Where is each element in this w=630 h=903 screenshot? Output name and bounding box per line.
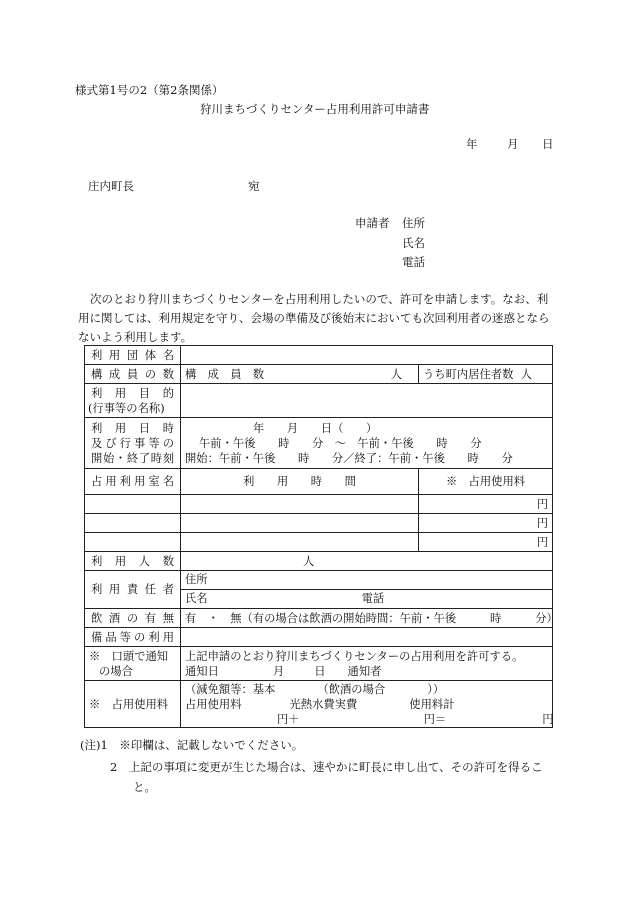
- purpose-sublabel: (行事等の名称): [88, 401, 165, 415]
- members-count-label: 構 成 員 数: [185, 367, 265, 381]
- responsible-label: 利用責任者: [91, 583, 174, 596]
- dt-hour-4: 時: [467, 451, 479, 465]
- oral-date-line: [185, 664, 548, 679]
- room-row-2: [85, 514, 553, 533]
- applicant-label: 申請者: [355, 216, 390, 230]
- dt-hour-1: 時: [278, 436, 290, 450]
- dt-tilde: ～: [334, 436, 346, 450]
- fee-total-label: 使用料計: [409, 697, 455, 711]
- yen-unit: 円: [536, 497, 548, 511]
- applicant-phone-label: 電話: [402, 255, 425, 269]
- row-group-name: [85, 346, 553, 365]
- responsible-address-field[interactable]: [181, 571, 552, 590]
- note-prefix: (注)1: [80, 738, 108, 752]
- fee-total-yen[interactable]: 円: [542, 712, 554, 726]
- applicant-name-label: 氏名: [402, 236, 425, 250]
- form-title: 狩川まちづくりセンター占用利用許可申請書: [200, 102, 430, 116]
- application-table: [84, 345, 558, 728]
- note-2: [110, 758, 554, 776]
- purpose-label: 利 用 目 的: [91, 386, 174, 400]
- addressee-name: 庄内町長: [88, 179, 134, 193]
- note-1-text: ※印欄は、記載しないでください。: [119, 738, 304, 752]
- yen-unit: 円: [536, 516, 548, 530]
- datetime-label-2: 及び行事等の: [91, 436, 174, 450]
- date-year-label: 年: [466, 137, 478, 151]
- time-header: [181, 469, 419, 495]
- note-1: [80, 736, 303, 754]
- oral-day: 日: [314, 664, 326, 678]
- room-fee-field-3[interactable]: [419, 533, 553, 552]
- room-time-field-1[interactable]: [181, 495, 419, 514]
- room-time-field-2[interactable]: [181, 514, 419, 533]
- residents-field[interactable]: [419, 365, 553, 384]
- residents-label: うち町内居住者数: [423, 367, 514, 381]
- note-2-text: 上記の事項に変更が生じた場合は、速やかに町長に申し出て、その許可を得るこ: [128, 760, 543, 774]
- datetime-range-line: [185, 436, 552, 451]
- fee-utility-label: 光熱水費実費: [289, 697, 358, 711]
- datetime-date-line: 年 月 日（ ）: [253, 421, 378, 435]
- members-label: 構成員の数: [91, 367, 174, 381]
- row-people: [85, 552, 553, 571]
- datetime-field[interactable]: [181, 418, 553, 469]
- dt-min-4: 分: [501, 451, 513, 465]
- fee-close: ））: [427, 682, 445, 696]
- dt-end: 分／終了：午前・午後: [331, 451, 445, 465]
- date-month-label: 月: [507, 137, 519, 151]
- oral-date-label: 通知日: [185, 664, 219, 678]
- dt-start: 開始：午前・午後: [185, 451, 276, 465]
- row-oral: [85, 647, 553, 681]
- alcohol-value: 有 ・ 無（有の場合は飲酒の開始時間：午前・午後 時 分）: [185, 611, 558, 625]
- row-responsible: [85, 571, 553, 609]
- room-name-field-1[interactable]: [85, 495, 181, 514]
- people-label: 利 用 人 数: [91, 554, 174, 568]
- residents-unit: 人: [520, 367, 532, 381]
- fee-header: [419, 469, 553, 495]
- fee-equals[interactable]: 円＝: [423, 712, 447, 726]
- room-time-field-3[interactable]: [181, 533, 419, 552]
- oral-field: [181, 647, 553, 681]
- oral-notifier: 通知者: [347, 664, 382, 678]
- fee-reduction: （減免額等：基本: [185, 682, 276, 696]
- intro-paragraph: 次のとおり狩川まちづくりセンターを占用利用したいので、許可を申請します。なお、利用に関しては、利用規定を守り、会場の準備及び後始末においても次回利用者の迷惑とならないよう利用します。: [78, 292, 550, 344]
- equipment-label: 備品等の利用: [91, 630, 174, 644]
- form-number: 様式第1号の2（第2条関係）: [75, 83, 224, 97]
- fee-reduction-line: [185, 682, 548, 697]
- responsible-name-field[interactable]: [181, 590, 552, 608]
- resp-phone-label: 電話: [361, 592, 385, 605]
- note-2-continued: と。: [133, 780, 156, 794]
- alcohol-label: 飲酒の有無: [91, 611, 174, 625]
- row-equipment: [85, 628, 553, 647]
- row-alcohol: [85, 609, 553, 628]
- row-room-header: [85, 469, 553, 495]
- room-fee-field-2[interactable]: [419, 514, 553, 533]
- oral-month: 月: [272, 664, 285, 678]
- fee-plus[interactable]: 円＋: [277, 712, 300, 726]
- resp-name-label: 氏名: [185, 592, 208, 605]
- room-name-field-2[interactable]: [85, 514, 181, 533]
- room-row-1: [85, 495, 553, 514]
- fee-usage-label: 占用使用料: [185, 697, 242, 711]
- date-day-label: 日: [542, 137, 554, 151]
- addressee-suffix: 宛: [248, 179, 260, 193]
- row-members: [85, 365, 553, 384]
- dt-hour-2: 時: [436, 436, 448, 450]
- group-name-label: 利用団体名: [91, 348, 174, 362]
- datetime-label-3: 開始・終了時刻: [91, 451, 174, 465]
- equipment-field[interactable]: [181, 628, 553, 647]
- fee-field: [181, 681, 553, 728]
- dt-min-1: 分: [312, 436, 324, 450]
- dt-ampm-2: 午前・午後: [357, 436, 414, 450]
- purpose-field[interactable]: [181, 384, 553, 418]
- room-fee-field-1[interactable]: [419, 495, 553, 514]
- time-label: 利 用 時 間: [243, 475, 356, 488]
- group-name-field[interactable]: [181, 346, 553, 365]
- room-label: 占用利用室名: [91, 475, 174, 488]
- dt-min-2: 分: [470, 436, 482, 450]
- fee-alcohol: （飲酒の場合: [317, 682, 386, 696]
- datetime-startend-line: [185, 451, 552, 466]
- oral-label-2: の場合: [99, 664, 133, 678]
- resp-address-label: 住所: [185, 573, 208, 586]
- row-datetime: [85, 418, 553, 469]
- dt-ampm-1: 午前・午後: [199, 436, 256, 450]
- note-2-number: 2: [110, 760, 118, 774]
- applicant-address-label: 住所: [402, 216, 425, 230]
- fee-label: ※ 占用使用料: [445, 475, 526, 488]
- people-field[interactable]: [181, 552, 553, 571]
- fee-values-line: [185, 712, 554, 727]
- dt-hour-3: 時: [298, 451, 310, 465]
- members-count-field[interactable]: [181, 365, 419, 384]
- row-fee: [85, 681, 553, 728]
- yen-unit: 円: [536, 535, 548, 549]
- fee-row-label: ※ 占用使用料: [89, 697, 169, 711]
- members-unit: 人: [390, 367, 402, 381]
- row-purpose: [85, 384, 553, 418]
- oral-label-1: ※ 口頭で通知: [89, 649, 169, 663]
- room-name-field-3[interactable]: [85, 533, 181, 552]
- datetime-label-1: 利 用 日 時: [91, 421, 174, 435]
- room-row-3: [85, 533, 553, 552]
- people-unit: 人: [303, 554, 315, 568]
- oral-text: 上記申請のとおり狩川まちづくりセンターの占用利用を許可する。: [185, 649, 524, 663]
- fee-labels-line: [185, 697, 548, 712]
- alcohol-field[interactable]: [181, 609, 558, 628]
